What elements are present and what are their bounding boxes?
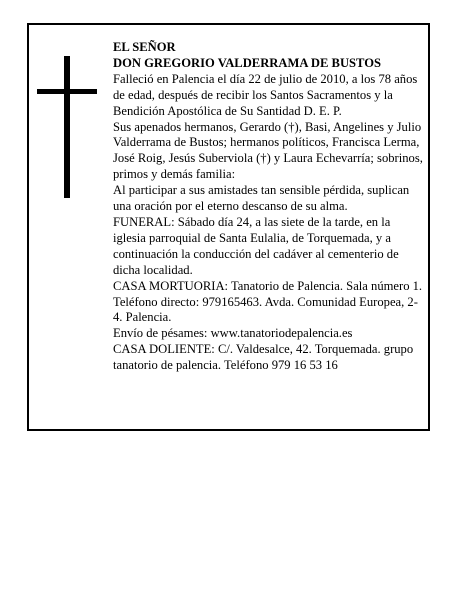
deceased-name: DON GREGORIO VALDERRAMA DE BUSTOS (113, 55, 382, 70)
prayer-request-paragraph: Al participar a sus amistades tan sensible pérdida, suplican una oración por el eterno descanso de su alma. (113, 183, 410, 214)
family-paragraph: Sus apenados hermanos, Gerardo (†), Basi, Angelines y Julio Valderrama de Bustos; hermanos políticos, Francisca Lerma, José Roig, Jesús Suberviola (†) y Laura Echevarría; sobrinos, primos y demás familia: (113, 119, 423, 182)
funeral-paragraph: FUNERAL: Sábado día 24, a las siete de la tarde, en la iglesia parroquial de Santa Eulalia, de Torquemada, y a continuación la conducción del cadáver al cementerio de dicha localidad. (113, 214, 399, 277)
cross-vertical-bar (64, 56, 70, 198)
family-home-paragraph: CASA DOLIENTE: C/. Valdesalce, 42. Torquemada. grupo tanatorio de palencia. Teléfono 979 16 53 16 (113, 342, 414, 373)
mortuary-paragraph: CASA MORTUORIA: Tanatorio de Palencia. Sala número 1. Teléfono directo: 979165463. Avda. Comunidad Europea, 2-4. Palencia. (113, 278, 423, 325)
cross-horizontal-bar (37, 89, 97, 94)
death-details-paragraph: Falleció en Palencia el día 22 de julio de 2010, a los 78 años de edad, después de recibir los Santos Sacramentos y la Bendición Apostólica de Su Santidad D. E. P. (113, 71, 418, 118)
condolences-paragraph: Envío de pésames: www.tanatoriodepalencia.es (113, 326, 353, 341)
notice-heading: EL SEÑOR (113, 40, 176, 54)
obituary-text (113, 40, 425, 374)
latin-cross-icon (37, 56, 97, 198)
